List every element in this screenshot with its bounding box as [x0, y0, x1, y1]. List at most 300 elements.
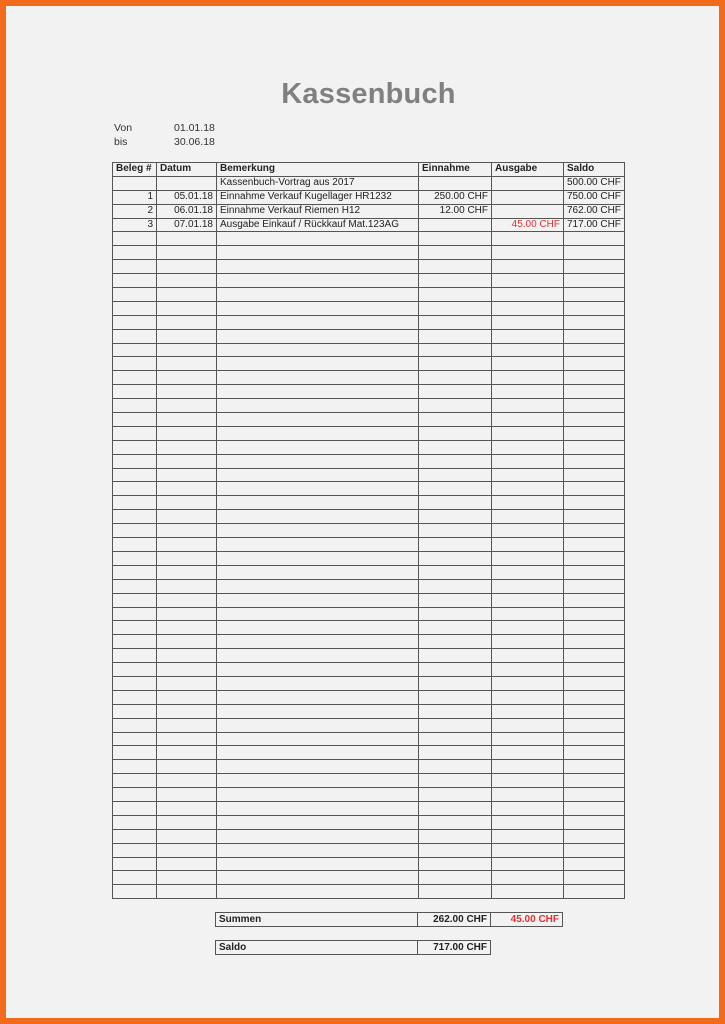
cell-datum[interactable]	[157, 538, 217, 552]
cell-saldo[interactable]	[564, 260, 625, 274]
cell-einnahme[interactable]	[419, 732, 492, 746]
cell-ausgabe[interactable]	[492, 204, 564, 218]
cell-bemerkung[interactable]	[217, 607, 419, 621]
cell-ausgabe[interactable]	[492, 524, 564, 538]
cell-ausgabe[interactable]	[492, 746, 564, 760]
cell-einnahme[interactable]	[419, 579, 492, 593]
cell-ausgabe[interactable]	[492, 593, 564, 607]
cell-ausgabe[interactable]	[492, 788, 564, 802]
cell-bemerkung[interactable]	[217, 399, 419, 413]
cell-bemerkung[interactable]	[217, 579, 419, 593]
cell-beleg[interactable]	[113, 510, 157, 524]
cell-beleg[interactable]	[113, 357, 157, 371]
cell-bemerkung[interactable]	[217, 885, 419, 899]
cell-saldo[interactable]	[564, 704, 625, 718]
cell-saldo[interactable]	[564, 524, 625, 538]
cell-bemerkung[interactable]	[217, 371, 419, 385]
cell-ausgabe[interactable]	[492, 676, 564, 690]
cell-datum[interactable]	[157, 579, 217, 593]
cell-datum[interactable]	[157, 510, 217, 524]
cell-beleg[interactable]	[113, 690, 157, 704]
cell-datum[interactable]	[157, 857, 217, 871]
cell-einnahme[interactable]	[419, 357, 492, 371]
cell-saldo[interactable]	[564, 565, 625, 579]
cell-einnahme[interactable]	[419, 176, 492, 190]
cell-saldo[interactable]	[564, 232, 625, 246]
cell-saldo[interactable]	[564, 385, 625, 399]
cell-bemerkung[interactable]	[217, 815, 419, 829]
cell-einnahme[interactable]	[419, 399, 492, 413]
cell-bemerkung[interactable]	[217, 426, 419, 440]
cell-beleg[interactable]	[113, 565, 157, 579]
cell-datum[interactable]	[157, 496, 217, 510]
cell-datum[interactable]	[157, 385, 217, 399]
cell-saldo[interactable]	[564, 871, 625, 885]
cell-datum[interactable]	[157, 760, 217, 774]
cell-ausgabe[interactable]	[492, 649, 564, 663]
cell-ausgabe[interactable]	[492, 468, 564, 482]
cell-datum[interactable]	[157, 315, 217, 329]
cell-einnahme[interactable]: 12.00 CHF	[419, 204, 492, 218]
cell-einnahme[interactable]: 250.00 CHF	[419, 190, 492, 204]
cell-einnahme[interactable]	[419, 607, 492, 621]
cell-beleg[interactable]	[113, 843, 157, 857]
cell-bemerkung[interactable]	[217, 746, 419, 760]
cell-saldo[interactable]	[564, 413, 625, 427]
cell-bemerkung[interactable]: Ausgabe Einkauf / Rückkauf Mat.123AG	[217, 218, 419, 232]
cell-saldo[interactable]: 717.00 CHF	[564, 218, 625, 232]
cell-bemerkung[interactable]	[217, 524, 419, 538]
cell-datum[interactable]	[157, 704, 217, 718]
cell-saldo[interactable]	[564, 482, 625, 496]
cell-beleg[interactable]	[113, 663, 157, 677]
cell-ausgabe[interactable]	[492, 496, 564, 510]
cell-ausgabe[interactable]	[492, 190, 564, 204]
cell-bemerkung[interactable]	[217, 621, 419, 635]
cell-ausgabe[interactable]	[492, 801, 564, 815]
cell-datum[interactable]	[157, 663, 217, 677]
cell-ausgabe[interactable]	[492, 176, 564, 190]
cell-ausgabe[interactable]	[492, 621, 564, 635]
cell-einnahme[interactable]	[419, 454, 492, 468]
cell-einnahme[interactable]	[419, 676, 492, 690]
cell-saldo[interactable]	[564, 788, 625, 802]
cell-einnahme[interactable]	[419, 329, 492, 343]
cell-saldo[interactable]	[564, 246, 625, 260]
cell-datum[interactable]	[157, 343, 217, 357]
cell-bemerkung[interactable]	[217, 496, 419, 510]
cell-saldo[interactable]	[564, 329, 625, 343]
cell-datum[interactable]: 07.01.18	[157, 218, 217, 232]
cell-saldo[interactable]	[564, 857, 625, 871]
cell-datum[interactable]	[157, 301, 217, 315]
cell-beleg[interactable]	[113, 454, 157, 468]
cell-datum[interactable]	[157, 288, 217, 302]
cell-ausgabe[interactable]	[492, 663, 564, 677]
cell-datum[interactable]: 06.01.18	[157, 204, 217, 218]
cell-beleg[interactable]	[113, 885, 157, 899]
cell-einnahme[interactable]	[419, 829, 492, 843]
cell-datum[interactable]	[157, 482, 217, 496]
cell-beleg[interactable]	[113, 621, 157, 635]
cell-bemerkung[interactable]	[217, 718, 419, 732]
cell-bemerkung[interactable]	[217, 551, 419, 565]
cell-beleg[interactable]	[113, 496, 157, 510]
cell-beleg[interactable]	[113, 260, 157, 274]
cell-ausgabe[interactable]	[492, 440, 564, 454]
cell-bemerkung[interactable]	[217, 510, 419, 524]
cell-datum[interactable]	[157, 843, 217, 857]
cell-beleg[interactable]	[113, 274, 157, 288]
cell-beleg[interactable]	[113, 649, 157, 663]
cell-saldo[interactable]	[564, 343, 625, 357]
cell-beleg[interactable]	[113, 301, 157, 315]
cell-saldo[interactable]	[564, 885, 625, 899]
cell-einnahme[interactable]	[419, 663, 492, 677]
cell-saldo[interactable]	[564, 690, 625, 704]
cell-beleg[interactable]	[113, 829, 157, 843]
cell-einnahme[interactable]	[419, 690, 492, 704]
cell-datum[interactable]	[157, 815, 217, 829]
cell-ausgabe[interactable]	[492, 551, 564, 565]
cell-beleg[interactable]	[113, 524, 157, 538]
cell-bemerkung[interactable]	[217, 676, 419, 690]
cell-einnahme[interactable]	[419, 413, 492, 427]
cell-saldo[interactable]	[564, 274, 625, 288]
cell-saldo[interactable]	[564, 288, 625, 302]
cell-ausgabe[interactable]	[492, 371, 564, 385]
cell-ausgabe[interactable]	[492, 815, 564, 829]
cell-datum[interactable]	[157, 565, 217, 579]
cell-datum[interactable]	[157, 399, 217, 413]
cell-beleg[interactable]	[113, 343, 157, 357]
cell-datum[interactable]	[157, 426, 217, 440]
cell-ausgabe[interactable]	[492, 260, 564, 274]
cell-ausgabe[interactable]	[492, 857, 564, 871]
cell-beleg[interactable]	[113, 385, 157, 399]
cell-saldo[interactable]	[564, 315, 625, 329]
cell-datum[interactable]	[157, 232, 217, 246]
cell-saldo[interactable]	[564, 801, 625, 815]
cell-einnahme[interactable]	[419, 524, 492, 538]
cell-einnahme[interactable]	[419, 635, 492, 649]
cell-saldo[interactable]	[564, 426, 625, 440]
cell-saldo[interactable]	[564, 357, 625, 371]
cell-bemerkung[interactable]	[217, 774, 419, 788]
cell-datum[interactable]	[157, 885, 217, 899]
cell-bemerkung[interactable]	[217, 663, 419, 677]
cell-ausgabe[interactable]	[492, 760, 564, 774]
cell-beleg[interactable]	[113, 551, 157, 565]
cell-einnahme[interactable]	[419, 288, 492, 302]
cell-ausgabe[interactable]	[492, 426, 564, 440]
cell-bemerkung[interactable]	[217, 857, 419, 871]
cell-ausgabe[interactable]	[492, 871, 564, 885]
cell-datum[interactable]	[157, 440, 217, 454]
cell-saldo[interactable]	[564, 732, 625, 746]
cell-einnahme[interactable]	[419, 426, 492, 440]
cell-bemerkung[interactable]	[217, 260, 419, 274]
cell-ausgabe[interactable]	[492, 482, 564, 496]
cell-beleg[interactable]	[113, 538, 157, 552]
cell-ausgabe[interactable]	[492, 246, 564, 260]
cell-saldo[interactable]	[564, 760, 625, 774]
cell-beleg[interactable]	[113, 593, 157, 607]
cell-bemerkung[interactable]	[217, 538, 419, 552]
cell-beleg[interactable]	[113, 801, 157, 815]
cell-einnahme[interactable]	[419, 496, 492, 510]
cell-datum[interactable]	[157, 746, 217, 760]
cell-einnahme[interactable]	[419, 760, 492, 774]
cell-saldo[interactable]	[564, 829, 625, 843]
cell-bemerkung[interactable]	[217, 704, 419, 718]
cell-bemerkung[interactable]	[217, 454, 419, 468]
cell-beleg[interactable]	[113, 676, 157, 690]
cell-datum[interactable]	[157, 676, 217, 690]
cell-saldo[interactable]	[564, 593, 625, 607]
cell-datum[interactable]	[157, 468, 217, 482]
cell-beleg[interactable]	[113, 857, 157, 871]
cell-saldo[interactable]	[564, 301, 625, 315]
cell-einnahme[interactable]	[419, 510, 492, 524]
cell-ausgabe[interactable]	[492, 829, 564, 843]
cell-saldo[interactable]	[564, 510, 625, 524]
cell-einnahme[interactable]	[419, 315, 492, 329]
cell-ausgabe[interactable]	[492, 357, 564, 371]
cell-saldo[interactable]	[564, 496, 625, 510]
cell-datum[interactable]	[157, 593, 217, 607]
cell-ausgabe[interactable]	[492, 538, 564, 552]
cell-datum[interactable]	[157, 774, 217, 788]
cell-bemerkung[interactable]	[217, 788, 419, 802]
cell-saldo[interactable]	[564, 843, 625, 857]
cell-datum[interactable]	[157, 801, 217, 815]
cell-saldo[interactable]	[564, 649, 625, 663]
cell-saldo[interactable]	[564, 663, 625, 677]
cell-saldo[interactable]	[564, 718, 625, 732]
cell-ausgabe[interactable]	[492, 329, 564, 343]
cell-datum[interactable]	[157, 246, 217, 260]
cell-saldo[interactable]	[564, 551, 625, 565]
cell-einnahme[interactable]	[419, 260, 492, 274]
cell-beleg[interactable]: 3	[113, 218, 157, 232]
cell-bemerkung[interactable]	[217, 649, 419, 663]
cell-beleg[interactable]	[113, 579, 157, 593]
cell-beleg[interactable]	[113, 635, 157, 649]
cell-bemerkung[interactable]	[217, 315, 419, 329]
cell-beleg[interactable]	[113, 440, 157, 454]
cell-einnahme[interactable]	[419, 301, 492, 315]
cell-ausgabe[interactable]	[492, 343, 564, 357]
cell-beleg[interactable]	[113, 760, 157, 774]
cell-beleg[interactable]	[113, 246, 157, 260]
cell-saldo[interactable]	[564, 621, 625, 635]
cell-ausgabe[interactable]	[492, 399, 564, 413]
cell-bemerkung[interactable]	[217, 301, 419, 315]
cell-beleg[interactable]	[113, 329, 157, 343]
cell-bemerkung[interactable]	[217, 635, 419, 649]
cell-bemerkung[interactable]	[217, 801, 419, 815]
cell-saldo[interactable]	[564, 538, 625, 552]
cell-ausgabe[interactable]	[492, 454, 564, 468]
cell-beleg[interactable]	[113, 176, 157, 190]
cell-beleg[interactable]	[113, 788, 157, 802]
cell-beleg[interactable]: 1	[113, 190, 157, 204]
cell-saldo[interactable]	[564, 607, 625, 621]
cell-saldo[interactable]	[564, 815, 625, 829]
cell-bemerkung[interactable]	[217, 343, 419, 357]
cell-datum[interactable]	[157, 621, 217, 635]
cell-ausgabe[interactable]	[492, 288, 564, 302]
cell-ausgabe[interactable]	[492, 718, 564, 732]
cell-bemerkung[interactable]	[217, 760, 419, 774]
cell-ausgabe[interactable]	[492, 510, 564, 524]
cell-einnahme[interactable]	[419, 843, 492, 857]
cell-beleg[interactable]	[113, 371, 157, 385]
cell-saldo[interactable]: 750.00 CHF	[564, 190, 625, 204]
cell-beleg[interactable]: 2	[113, 204, 157, 218]
cell-ausgabe[interactable]	[492, 774, 564, 788]
cell-datum[interactable]	[157, 371, 217, 385]
cell-einnahme[interactable]	[419, 274, 492, 288]
cell-einnahme[interactable]	[419, 746, 492, 760]
cell-saldo[interactable]	[564, 635, 625, 649]
cell-beleg[interactable]	[113, 413, 157, 427]
cell-datum[interactable]	[157, 176, 217, 190]
cell-beleg[interactable]	[113, 399, 157, 413]
cell-einnahme[interactable]	[419, 468, 492, 482]
cell-datum[interactable]: 05.01.18	[157, 190, 217, 204]
cell-beleg[interactable]	[113, 718, 157, 732]
cell-ausgabe[interactable]: 45.00 CHF	[492, 218, 564, 232]
cell-einnahme[interactable]	[419, 538, 492, 552]
cell-datum[interactable]	[157, 829, 217, 843]
cell-ausgabe[interactable]	[492, 885, 564, 899]
cell-datum[interactable]	[157, 732, 217, 746]
cell-einnahme[interactable]	[419, 565, 492, 579]
cell-bemerkung[interactable]	[217, 690, 419, 704]
cell-bemerkung[interactable]	[217, 357, 419, 371]
cell-datum[interactable]	[157, 635, 217, 649]
cell-bemerkung[interactable]	[217, 413, 419, 427]
cell-einnahme[interactable]	[419, 815, 492, 829]
cell-bemerkung[interactable]: Kassenbuch-Vortrag aus 2017	[217, 176, 419, 190]
cell-einnahme[interactable]	[419, 385, 492, 399]
cell-einnahme[interactable]	[419, 774, 492, 788]
cell-bemerkung[interactable]	[217, 246, 419, 260]
cell-bemerkung[interactable]	[217, 440, 419, 454]
cell-beleg[interactable]	[113, 815, 157, 829]
cell-bemerkung[interactable]	[217, 732, 419, 746]
cell-bemerkung[interactable]	[217, 565, 419, 579]
cell-ausgabe[interactable]	[492, 413, 564, 427]
cell-datum[interactable]	[157, 551, 217, 565]
cell-bemerkung[interactable]	[217, 843, 419, 857]
cell-einnahme[interactable]	[419, 621, 492, 635]
cell-ausgabe[interactable]	[492, 315, 564, 329]
cell-einnahme[interactable]	[419, 551, 492, 565]
cell-bemerkung[interactable]: Einnahme Verkauf Kugellager HR1232	[217, 190, 419, 204]
cell-saldo[interactable]	[564, 774, 625, 788]
cell-bemerkung[interactable]	[217, 468, 419, 482]
cell-datum[interactable]	[157, 649, 217, 663]
cell-bemerkung[interactable]: Einnahme Verkauf Riemen H12	[217, 204, 419, 218]
cell-datum[interactable]	[157, 357, 217, 371]
cell-einnahme[interactable]	[419, 246, 492, 260]
cell-datum[interactable]	[157, 718, 217, 732]
cell-einnahme[interactable]	[419, 704, 492, 718]
cell-datum[interactable]	[157, 454, 217, 468]
cell-saldo[interactable]	[564, 676, 625, 690]
cell-datum[interactable]	[157, 690, 217, 704]
cell-einnahme[interactable]	[419, 482, 492, 496]
cell-ausgabe[interactable]	[492, 607, 564, 621]
cell-einnahme[interactable]	[419, 885, 492, 899]
cell-ausgabe[interactable]	[492, 843, 564, 857]
cell-saldo[interactable]	[564, 468, 625, 482]
cell-beleg[interactable]	[113, 482, 157, 496]
cell-datum[interactable]	[157, 524, 217, 538]
cell-beleg[interactable]	[113, 288, 157, 302]
cell-einnahme[interactable]	[419, 593, 492, 607]
cell-datum[interactable]	[157, 871, 217, 885]
cell-saldo[interactable]: 762.00 CHF	[564, 204, 625, 218]
cell-beleg[interactable]	[113, 232, 157, 246]
cell-beleg[interactable]	[113, 871, 157, 885]
cell-ausgabe[interactable]	[492, 690, 564, 704]
cell-einnahme[interactable]	[419, 871, 492, 885]
cell-beleg[interactable]	[113, 468, 157, 482]
cell-beleg[interactable]	[113, 315, 157, 329]
cell-saldo[interactable]	[564, 371, 625, 385]
cell-ausgabe[interactable]	[492, 301, 564, 315]
cell-datum[interactable]	[157, 413, 217, 427]
cell-beleg[interactable]	[113, 607, 157, 621]
cell-saldo[interactable]	[564, 579, 625, 593]
cell-beleg[interactable]	[113, 426, 157, 440]
cell-beleg[interactable]	[113, 732, 157, 746]
cell-einnahme[interactable]	[419, 371, 492, 385]
cell-beleg[interactable]	[113, 746, 157, 760]
cell-bemerkung[interactable]	[217, 385, 419, 399]
cell-datum[interactable]	[157, 607, 217, 621]
cell-bemerkung[interactable]	[217, 232, 419, 246]
cell-saldo[interactable]	[564, 440, 625, 454]
cell-einnahme[interactable]	[419, 718, 492, 732]
cell-ausgabe[interactable]	[492, 579, 564, 593]
cell-datum[interactable]	[157, 274, 217, 288]
cell-bemerkung[interactable]	[217, 274, 419, 288]
cell-saldo[interactable]: 500.00 CHF	[564, 176, 625, 190]
cell-datum[interactable]	[157, 260, 217, 274]
cell-beleg[interactable]	[113, 774, 157, 788]
cell-ausgabe[interactable]	[492, 565, 564, 579]
cell-bemerkung[interactable]	[217, 482, 419, 496]
cell-einnahme[interactable]	[419, 343, 492, 357]
cell-datum[interactable]	[157, 788, 217, 802]
cell-einnahme[interactable]	[419, 649, 492, 663]
cell-bemerkung[interactable]	[217, 593, 419, 607]
cell-bemerkung[interactable]	[217, 329, 419, 343]
cell-einnahme[interactable]	[419, 440, 492, 454]
cell-ausgabe[interactable]	[492, 732, 564, 746]
cell-einnahme[interactable]	[419, 218, 492, 232]
cell-bemerkung[interactable]	[217, 829, 419, 843]
cell-ausgabe[interactable]	[492, 635, 564, 649]
cell-beleg[interactable]	[113, 704, 157, 718]
cell-einnahme[interactable]	[419, 788, 492, 802]
cell-einnahme[interactable]	[419, 857, 492, 871]
